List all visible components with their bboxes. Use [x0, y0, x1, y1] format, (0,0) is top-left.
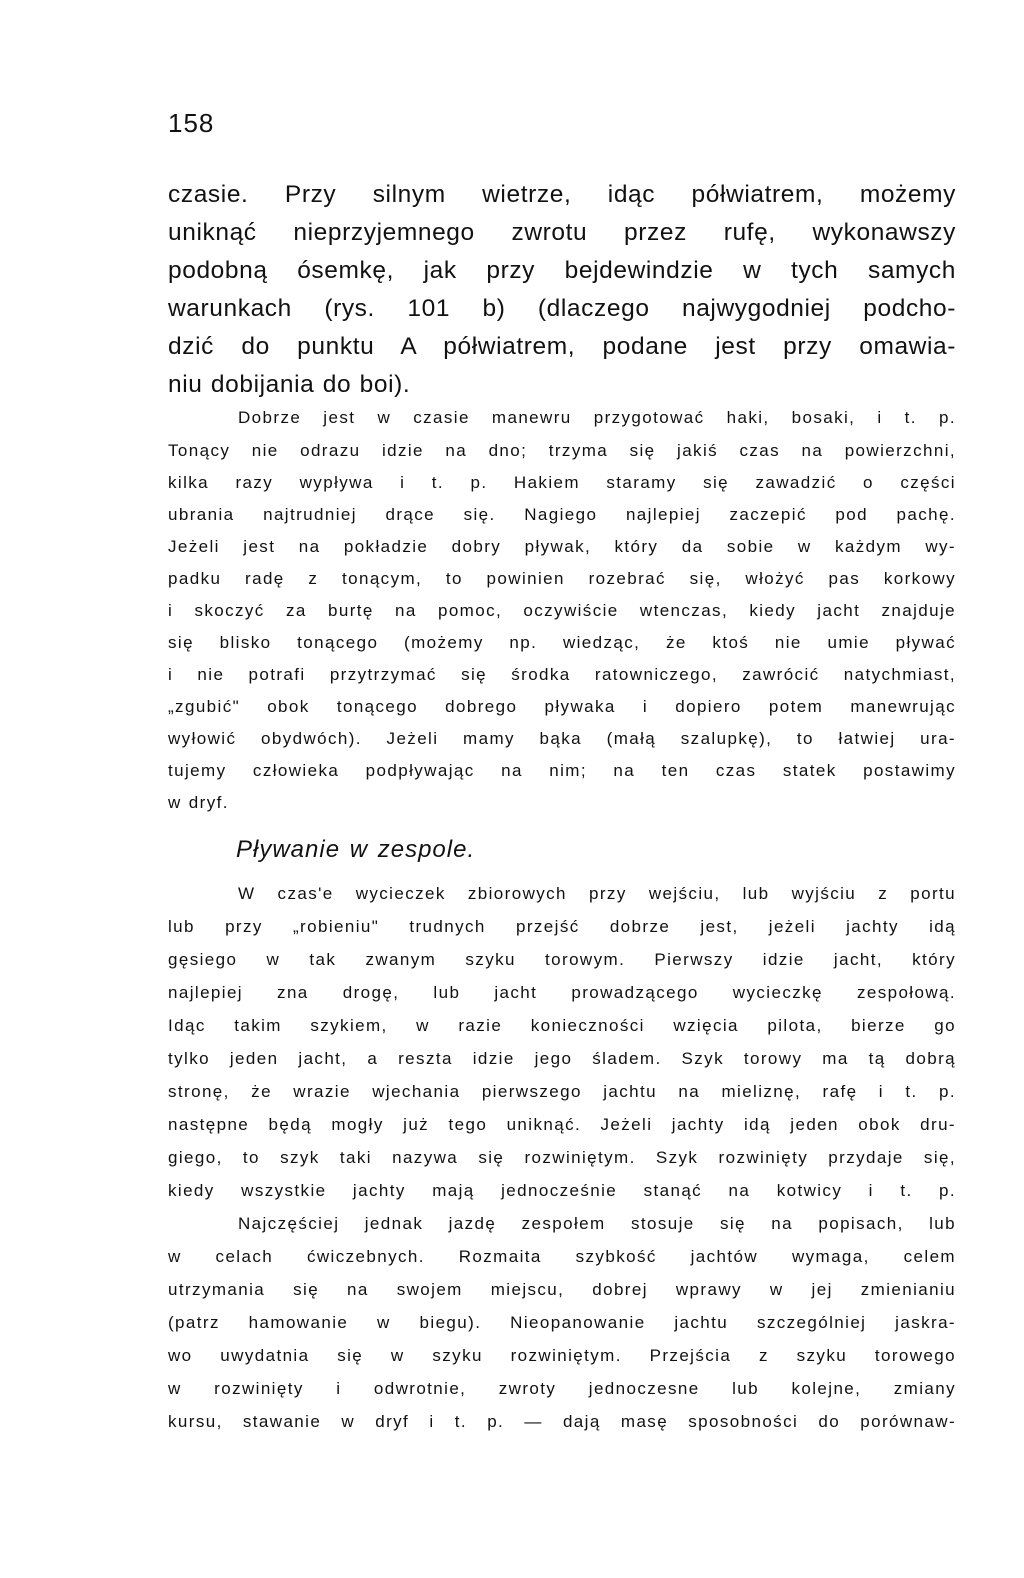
paragraph-3-line: stronę, że wrazie wjechania pierwszego jachtu na mieliznę, rafę i t. p.	[168, 1082, 956, 1101]
paragraph-1-line: czasie. Przy silnym wietrze, idąc półwiatrem, możemy	[168, 181, 956, 208]
paragraph-3-line: w rozwinięty i odwrotnie, zwroty jednoczesne lub kolejne, zmiany	[168, 1379, 956, 1398]
paragraph-2-line: i nie potrafi przytrzymać się środka ratowniczego, zawrócić natychmiast,	[168, 665, 956, 684]
paragraph-3-line: wo uwydatnia się w szyku rozwiniętym. Przejścia z szyku torowego	[168, 1346, 956, 1365]
paragraph-3-line: (patrz hamowanie w biegu). Nieopanowanie jachtu szczególniej jaskra-	[168, 1313, 956, 1332]
paragraph-2-line: w dryf.	[168, 793, 229, 812]
paragraph-3-line: kiedy wszystkie jachty mają jednocześnie stanąć na kotwicy i t. p.	[168, 1181, 956, 1200]
paragraph-2-line: tujemy człowieka podpływając na nim; na ten czas statek postawimy	[168, 761, 956, 780]
paragraph-2-line: ubrania najtrudniej drące się. Nagiego najlepiej zaczepić pod pachę.	[168, 505, 956, 524]
paragraph-3-line: utrzymania się na swojem miejscu, dobrej wprawy w jej zmienianiu	[168, 1280, 956, 1299]
paragraph-3-line: najlepiej zna drogę, lub jacht prowadzącego wycieczkę zespołową.	[168, 983, 956, 1002]
paragraph-1-line: dzić do punktu A półwiatrem, podane jest przy omawia-	[168, 333, 956, 360]
paragraph-1-line: uniknąć nieprzyjemnego zwrotu przez rufę, wykonawszy	[168, 219, 956, 246]
paragraph-3-line: w celach ćwiczebnych. Rozmaita szybkość jachtów wymaga, celem	[168, 1247, 956, 1266]
paragraph-2-line: „zgubić" obok tonącego dobrego pływaka i dopiero potem manewrując	[168, 697, 956, 716]
paragraph-3-line: giego, to szyk taki nazywa się rozwiniętym. Szyk rozwinięty przydaje się,	[168, 1148, 956, 1167]
paragraph-3-line: gęsiego w tak zwanym szyku torowym. Pierwszy idzie jacht, który	[168, 950, 956, 969]
paragraph-1-line: podobną ósemkę, jak przy bejdewindzie w tych samych	[168, 257, 956, 284]
paragraph-2-line: Dobrze jest w czasie manewru przygotować haki, bosaki, i t. p.	[238, 408, 956, 427]
paragraph-3-line: tylko jeden jacht, a reszta idzie jego śladem. Szyk torowy ma tą dobrą	[168, 1049, 956, 1068]
paragraph-2-line: Jeżeli jest na pokładzie dobry pływak, który da sobie w każdym wy-	[168, 537, 956, 556]
paragraph-2-line: padku radę z tonącym, to powinien rozebrać się, włożyć pas korkowy	[168, 569, 956, 588]
paragraph-1-line: warunkach (rys. 101 b) (dlaczego najwygodniej podcho-	[168, 295, 956, 322]
paragraph-2-line: wyłowić obydwóch). Jeżeli mamy bąka (małą szalupkę), to łatwiej ura-	[168, 729, 956, 748]
page-number: 158	[168, 108, 215, 138]
paragraph-3-line: Idąc takim szykiem, w razie konieczności wzięcia pilota, bierze go	[168, 1016, 956, 1035]
paragraph-3-line: W czas'e wycieczek zbiorowych przy wejściu, lub wyjściu z portu	[238, 884, 956, 903]
paragraph-3-line: kursu, stawanie w dryf i t. p. — dają masę sposobności do porównaw-	[168, 1412, 956, 1431]
paragraph-1-line: niu dobijania do boi).	[168, 371, 411, 398]
paragraph-3-line: następne będą mogły już tego uniknąć. Jeżeli jachty idą jeden obok dru-	[168, 1115, 956, 1134]
paragraph-2-line: Tonący nie odrazu idzie na dno; trzyma się jakiś czas na powierzchni,	[168, 441, 956, 460]
paragraph-2-line: kilka razy wypływa i t. p. Hakiem staramy się zawadzić o części	[168, 473, 956, 492]
paragraph-3-line: Najczęściej jednak jazdę zespołem stosuje się na popisach, lub	[238, 1214, 956, 1233]
paragraph-3-line: lub przy „robieniu" trudnych przejść dobrze jest, jeżeli jachty idą	[168, 917, 956, 936]
paragraph-2-line: się blisko tonącego (możemy np. wiedząc, że ktoś nie umie pływać	[168, 633, 956, 652]
paragraph-2-line: i skoczyć za burtę na pomoc, oczywiście wtenczas, kiedy jacht znajduje	[168, 601, 956, 620]
section-heading: Pływanie w zespole.	[236, 836, 476, 863]
